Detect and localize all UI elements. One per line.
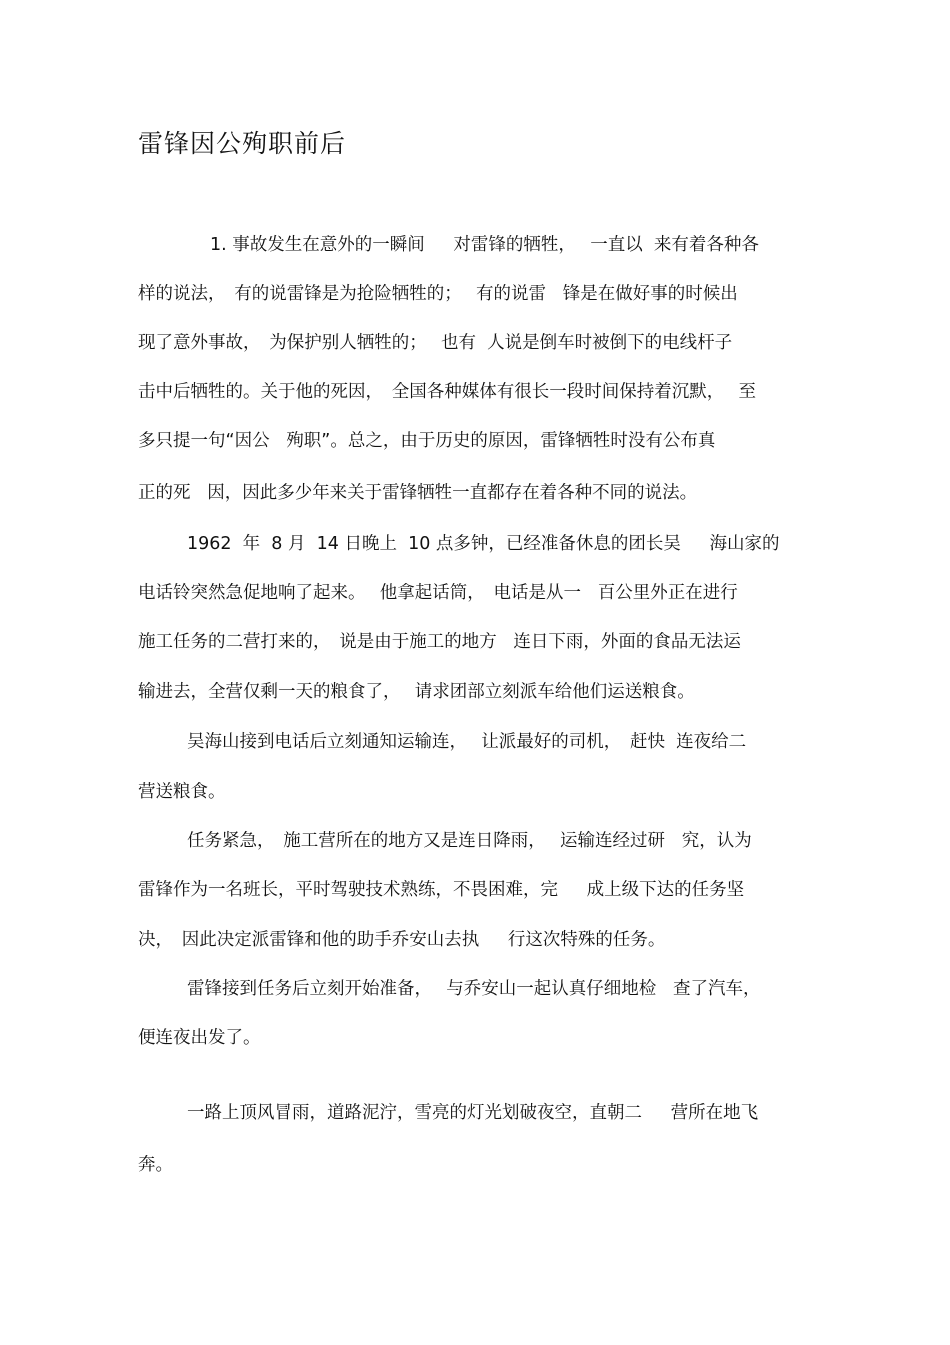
text-line: 现了意外事故， 为保护别人牺牲的； 也有 人说是倒车时被倒下的电线杆子 xyxy=(138,333,733,353)
text-line: 雷锋接到任务后立刻开始准备， 与乔安山一起认真仔细地检 查了汽车， xyxy=(187,979,761,999)
text-line: 输进去，全营仅剩一天的粮食了， 请求团部立刻派车给他们运送粮食。 xyxy=(138,682,695,702)
text-line: 电话铃突然急促地响了起来。 他拿起话筒， 电话是从一 百公里外正在进行 xyxy=(138,583,738,603)
text-line: 1962 年 8 月 14 日晚上 10 点多钟，已经准备休息的团长吴 海山家的 xyxy=(187,534,780,554)
text-line: 决， 因此决定派雷锋和他的助手乔安山去执 行这次特殊的任务。 xyxy=(138,930,666,950)
text-line: 任务紧急， 施工营所在的地方又是连日降雨， 运输连经过研 究，认为 xyxy=(187,831,752,851)
text-line: 营送粮食。 xyxy=(138,782,226,802)
text-line: 正的死 因，因此多少年来关于雷锋牺牲一直都存在着各种不同的说法。 xyxy=(138,483,698,503)
text-line: 击中后牺牲的。关于他的死因， 全国各种媒体有很长一段时间保持着沉默， 至 xyxy=(138,382,757,402)
text-line: 奔。 xyxy=(138,1155,173,1175)
text-line: 1. 事故发生在意外的一瞬间 对雷锋的牺牲， 一直以 来有着各种各 xyxy=(210,235,759,255)
text-line: 雷锋作为一名班长，平时驾驶技术熟练，不畏困难，完 成上级下达的任务坚 xyxy=(138,880,745,900)
text-line: 多只提一句“因公 殉职”。总之，由于历史的原因，雷锋牺牲时没有公布真 xyxy=(138,431,716,451)
document-title: 雷锋因公殉职前后 xyxy=(138,129,347,158)
text-line: 便连夜出发了。 xyxy=(138,1028,261,1048)
text-line: 吴海山接到电话后立刻通知运输连， 让派最好的司机， 赶快 连夜给二 xyxy=(187,732,747,752)
text-line: 一路上顶风冒雨，道路泥泞，雪亮的灯光划破夜空，直朝二 营所在地飞 xyxy=(187,1103,759,1123)
text-line: 施工任务的二营打来的， 说是由于施工的地方 连日下雨，外面的食品无法运 xyxy=(138,632,741,652)
text-line: 样的说法， 有的说雷锋是为抢险牺牲的； 有的说雷 锋是在做好事的时候出 xyxy=(138,284,738,304)
